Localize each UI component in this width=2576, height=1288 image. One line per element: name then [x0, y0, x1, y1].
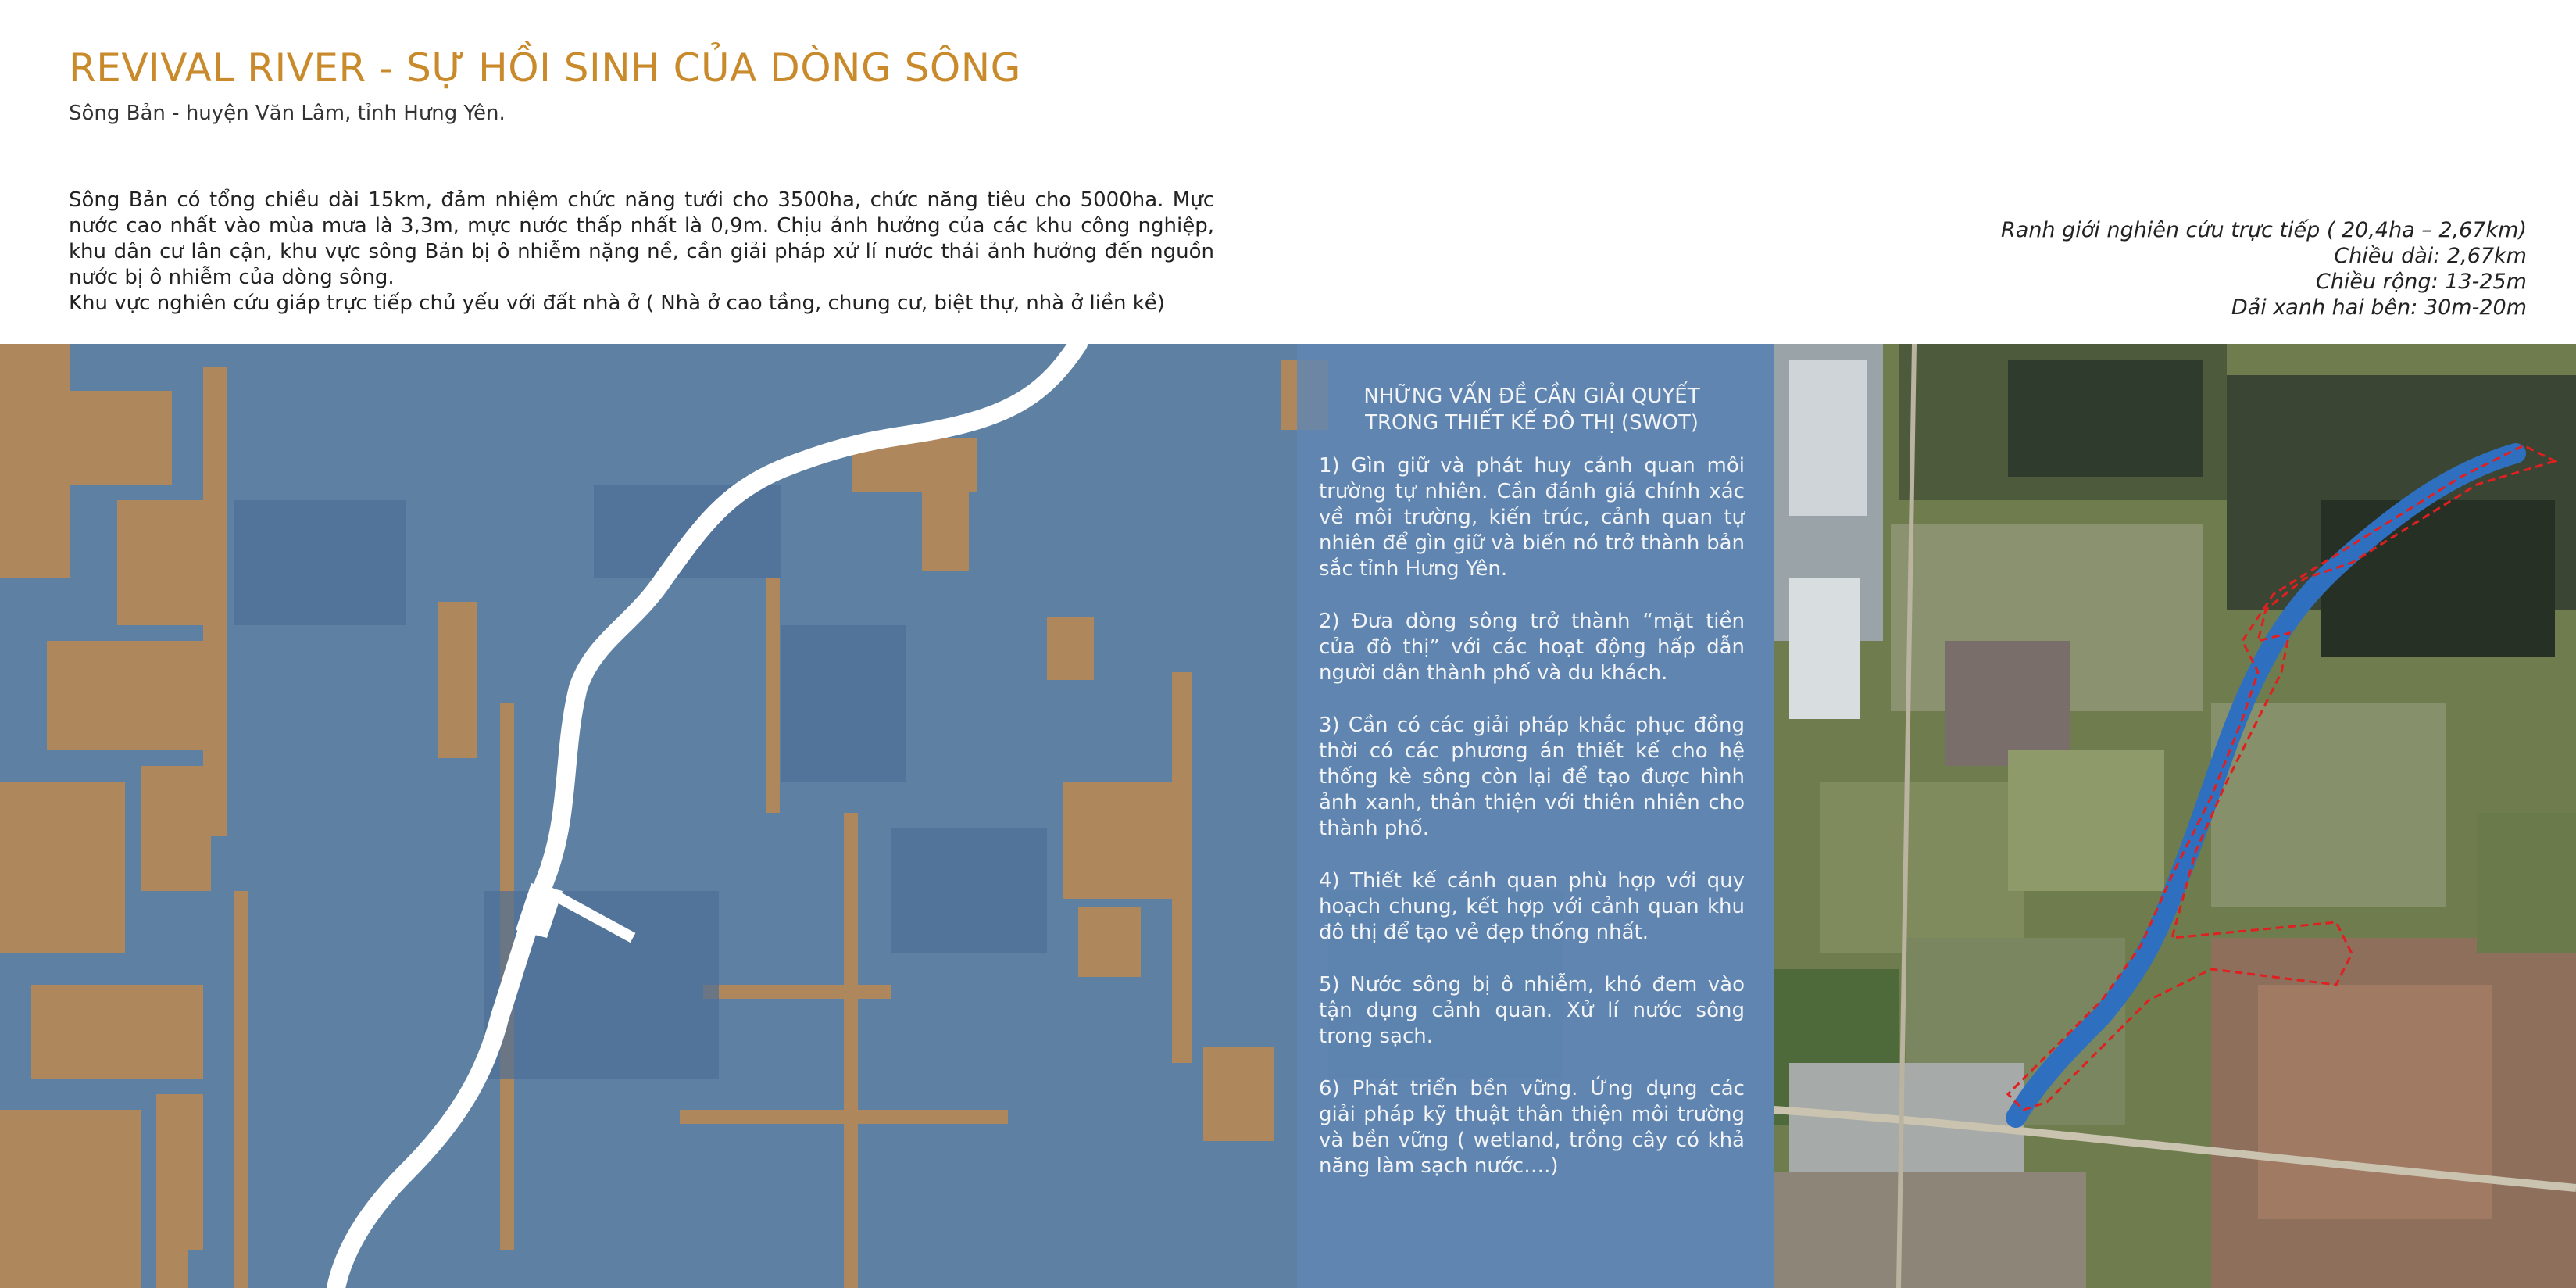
swot-item-1: 1) Gìn giữ và phát huy cảnh quan môi trường tự nhiên. Cần đánh giá chính xác về môi trường, kiến trúc, cảnh quan tự nhiên để gìn giữ và biến nó trở thành bản sắc tỉnh Hưng Yên. — [1319, 454, 1745, 581]
stat-width: Chiều rộng: 13-25m — [2315, 270, 2527, 294]
swot-heading-line-1: NHỮNG VẤN ĐỀ CẦN GIẢI QUYẾT — [1363, 385, 1700, 408]
site-stats — [1824, 217, 2527, 320]
intro-text — [69, 188, 1214, 317]
intro-paragraph-2: Khu vực nghiên cứu giáp trực tiếp chủ yếu với đất nhà ở ( Nhà ở cao tầng, chung cư, biệt thự, nhà ở liền kề) — [69, 292, 1165, 315]
stat-length: Chiều dài: 2,67km — [2334, 244, 2527, 268]
swot-item-5: 5) Nước sông bị ô nhiễm, khó đem vào tận dụng cảnh quan. Xử lí nước sông trong sạch. — [1319, 973, 1745, 1048]
swot-item-2: 2) Đưa dòng sông trở thành “mặt tiền của đô thị” với các hoạt động hấp dẫn người dân thành phố và du khách. — [1319, 610, 1745, 685]
satellite-map — [1774, 344, 2576, 1288]
stat-green-strip: Dải xanh hai bên: 30m-20m — [2231, 295, 2527, 320]
intro-paragraph-1: Sông Bản có tổng chiều dài 15km, đảm nhiệm chức năng tưới cho 3500ha, chức năng tiêu cho 5000ha. Mực nước cao nhất vào mùa mưa là 3,3m, mực nước thấp nhất là 0,9m. Chịu ảnh hưởng của các khu công nghiệp, khu dân cư lân cận, khu vực sông Bản bị ô nhiễm nặng nề, cần giải pháp xử lí nước thải ảnh hưởng đến nguồn nước bị ô nhiễm của dòng sông. — [69, 188, 1214, 289]
swot-heading — [1319, 383, 1745, 436]
satellite-map-graphic — [1774, 344, 2576, 1288]
stat-boundary: Ranh giới nghiên cứu trực tiếp ( 20,4ha – 2,67km) — [2001, 218, 2527, 242]
swot-item-6: 6) Phát triển bền vững. Ứng dụng các giải pháp kỹ thuật thân thiện môi trường và bền vững ( wetland, trồng cây có khả năng làm sạch nước….) — [1319, 1077, 1745, 1178]
swot-panel — [1319, 383, 1745, 1206]
page-subtitle: Sông Bản - huyện Văn Lâm, tỉnh Hưng Yên. — [69, 102, 506, 125]
swot-heading-line-2: TRONG THIẾT KẾ ĐÔ THỊ (SWOT) — [1365, 411, 1699, 435]
page-title: REVIVAL RIVER - SỰ HỒI SINH CỦA DÒNG SÔNG — [69, 45, 1021, 91]
swot-item-4: 4) Thiết kế cảnh quan phù hợp với quy hoạch chung, kết hợp với cảnh quan khu đô thị để tạo vẻ đẹp thống nhất. — [1319, 869, 1745, 944]
swot-item-3: 3) Cần có các giải pháp khắc phục đồng thời có các phương án thiết kế cho hệ thống kè sông còn lại để tạo được hình ảnh xanh, thân thiện với thiên nhiên cho thành phố. — [1319, 714, 1745, 840]
